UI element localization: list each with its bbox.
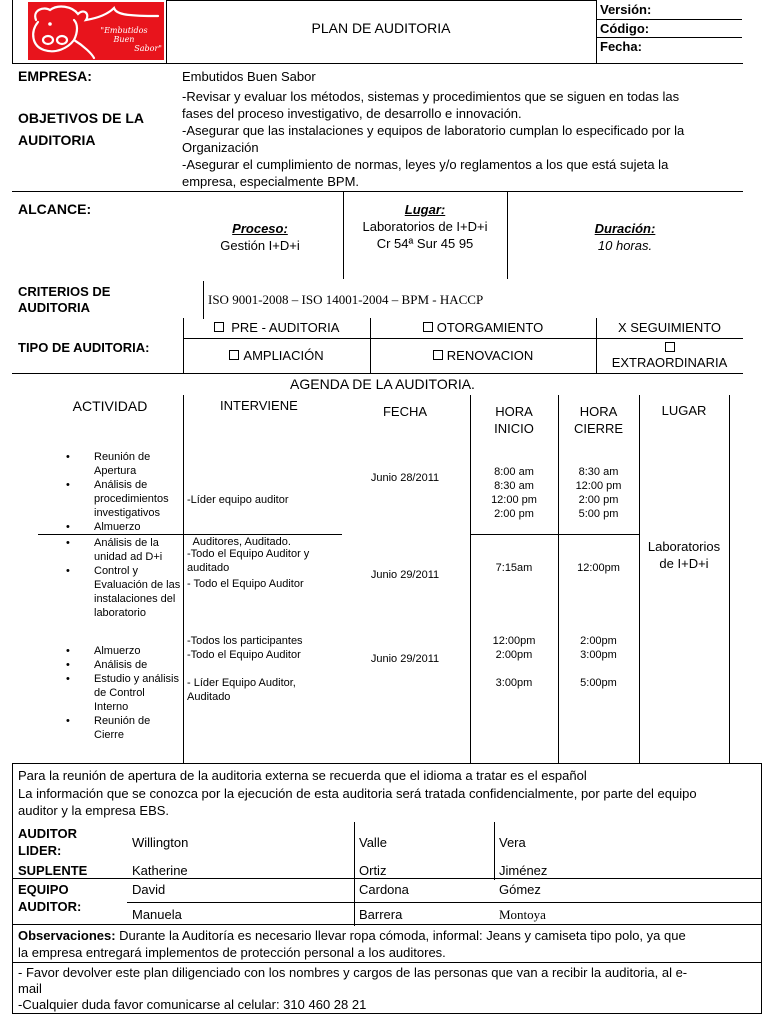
interviene-line: Auditado [187, 691, 231, 703]
objetivos-label-line: OBJETIVOS DE LA [18, 110, 145, 126]
suplente-apellido2: Jiménez [499, 863, 548, 878]
hora-value: 2:00 pm [494, 508, 534, 520]
col-header-line: CIERRE [573, 421, 624, 436]
equipo-auditor-label [18, 881, 81, 915]
logo-text-line: Buen [113, 35, 135, 44]
interviene-line: -Todo el Equipo Auditor y [187, 548, 310, 560]
divider [12, 373, 743, 374]
label-line: LIDER: [18, 843, 62, 858]
objetivo-line: Organización [182, 140, 259, 155]
col-header-line: INICIO [494, 421, 534, 436]
label-line: AUDITOR [18, 826, 77, 841]
footer-line: - Favor devolver este plan diligenciado con los nombres y cargos de las personas que van a recibir la auditoria, al e- [18, 965, 688, 980]
option-pre-auditoria[interactable] [183, 320, 370, 335]
col-fecha: FECHA [382, 404, 428, 419]
option-label: AMPLIACIÓN [243, 348, 324, 363]
criterios-label-line: AUDITORIA [18, 300, 90, 315]
hora-value: 2:00 pm [578, 494, 619, 506]
label-line: AUDITOR: [18, 899, 82, 914]
checked-mark-icon: X [617, 320, 627, 335]
hora-value: 2:00pm [580, 635, 617, 647]
interviene-cell [187, 634, 303, 704]
duracion-title: Duración: [594, 221, 656, 236]
interviene-cell [187, 465, 304, 619]
objetivo-line: empresa, especialmente BPM. [182, 174, 360, 189]
member-nombre: David [132, 882, 166, 897]
criterios-label-line: CRITERIOS DE [18, 284, 111, 299]
criterios-label [18, 284, 110, 316]
col-hora-cierre [558, 403, 639, 437]
observaciones-text: Durante la Auditoría es necesario llevar ropa cómoda, informal: Jeans y camiseta tipo polo, ya que [115, 928, 686, 943]
observaciones-label: Observaciones: [18, 928, 116, 943]
hora-value: 8:30 am [494, 480, 534, 492]
col-hora-inicio [470, 403, 558, 437]
option-ampliacion[interactable] [183, 348, 370, 363]
divider [729, 395, 730, 763]
suplente-apellido1: Ortiz [359, 863, 387, 878]
hora-inicio-cell [470, 634, 558, 690]
hora-cierre-cell [558, 634, 639, 690]
nota-line: Para la reunión de apertura de la auditoria externa se recuerda que el idioma a tratar es el español [18, 768, 587, 783]
interviene-line [187, 662, 303, 676]
divider [12, 962, 762, 963]
label-line: EQUIPO [18, 882, 69, 897]
objetivo-line: -Revisar y evaluar los métodos, sistemas y procedimientos que se siguen en todas las [182, 89, 680, 104]
divider [183, 395, 184, 763]
actividades-list [66, 644, 181, 742]
logo-text [86, 26, 162, 53]
hora-value: 3:00pm [495, 677, 533, 689]
fecha-label: Fecha: [600, 39, 642, 54]
option-label: RENOVACION [446, 348, 534, 363]
checkbox-icon [433, 350, 443, 360]
actividad-item: • Almuerzo [66, 644, 181, 658]
interviene-line: -Líder equipo auditor [187, 494, 289, 506]
actividad-item: • Análisis de procedimientos investigativos [66, 478, 181, 520]
option-label: OTORGAMIENTO [436, 320, 544, 335]
hora-value: 12:00 pm [575, 480, 622, 492]
footer-line: -Cualquier duda favor comunicarse al celular: 310 460 28 21 [18, 997, 367, 1012]
actividades-list [66, 536, 181, 620]
divider [127, 902, 762, 903]
company-logo [28, 2, 164, 60]
option-label: EXTRAORDINARIA [611, 355, 728, 370]
member-apellido2: Gómez [499, 882, 541, 897]
interviene-line: Auditores, Auditado. [187, 536, 291, 548]
col-lugar: LUGAR [661, 403, 707, 418]
divider [596, 0, 597, 63]
divider [183, 338, 743, 339]
duracion-cell [507, 220, 743, 254]
option-seguimiento[interactable] [596, 320, 743, 335]
col-actividad: ACTIVIDAD [72, 398, 148, 414]
hora-value: 12:00pm [492, 635, 536, 647]
hora-value: 5:00 pm [578, 508, 619, 520]
actividad-item: • Control y Evaluación de las instalaciones del laboratorio [66, 564, 181, 620]
interviene-line: - Líder Equipo Auditor, [187, 677, 296, 689]
codigo-label: Código: [600, 21, 650, 36]
criterios-value: ISO 9001-2008 – ISO 14001-2004 – BPM - HACCP [208, 292, 484, 307]
objetivo-line: -Asegurar el cumplimiento de normas, leyes y/o reglamentos a los que está sujeta la [182, 157, 669, 172]
divider [166, 0, 596, 1]
hora-value: 8:30 am [578, 466, 619, 478]
observaciones-line: la empresa entregará implementos de protección personal a los auditores. [18, 945, 446, 960]
footer-line: mail [18, 981, 42, 996]
divider [558, 395, 559, 763]
interviene-line: -Todos los participantes [187, 635, 303, 647]
suplente-label: SUPLENTE [18, 863, 88, 878]
alcance-label: ALCANCE: [18, 201, 92, 217]
objetivo-line: -Asegurar que las instalaciones y equipos de laboratorio cumplan lo especificado por la [182, 123, 685, 138]
hora-value [470, 662, 558, 676]
lugar-line: Laboratorios de I+D+i [362, 219, 488, 234]
member-apellido1: Barrera [359, 907, 403, 922]
divider [639, 395, 640, 763]
divider [12, 63, 743, 64]
nota-line: La información que se conozca por la ejecución de esta auditoria será tratada confidencialmente, por parte del equipo [18, 786, 697, 801]
col-header-line: HORA [495, 404, 533, 419]
objetivos-text [182, 88, 752, 190]
hora-value: 5:00pm [580, 677, 617, 689]
divider [12, 0, 13, 63]
auditor-lider-label [18, 825, 77, 859]
fecha-cell: Junio 29/2011 [370, 569, 440, 581]
lugar-cell [639, 538, 729, 572]
divider [12, 924, 762, 925]
interviene-line: auditado [187, 562, 230, 574]
page-title: PLAN DE AUDITORIA [311, 20, 451, 36]
actividad-item: • Reunión de Apertura [66, 450, 181, 478]
suplente-nombre: Katherine [132, 863, 188, 878]
lugar-title: Lugar: [404, 202, 446, 217]
hora-cierre-cell [558, 465, 639, 521]
actividad-item: • Estudio y análisis de Control Interno [66, 672, 181, 714]
objetivo-line: fases del proceso investigativo, de desarrollo e innovación. [182, 106, 522, 121]
empresa-value: Embutidos Buen Sabor [182, 69, 316, 84]
checkbox-icon [229, 350, 239, 360]
objetivos-label-line: AUDITORIA [18, 132, 96, 148]
lugar-line: Laboratorios [647, 539, 721, 554]
member-nombre: Manuela [132, 907, 182, 922]
divider [12, 191, 743, 192]
option-renovacion[interactable] [370, 348, 596, 363]
actividad-item: • Reunión de Cierre [66, 714, 181, 742]
divider [494, 822, 495, 880]
tipo-label: TIPO DE AUDITORIA: [18, 340, 150, 355]
auditor-lider-apellido1: Valle [359, 835, 387, 850]
actividad-item: • Almuerzo [66, 520, 181, 534]
interviene-line: -Todo el Equipo Auditor [187, 649, 301, 661]
option-label: PRE - AUDITORIA [231, 320, 340, 335]
logo-text-line: Sabor" [134, 44, 162, 53]
observaciones-line [18, 927, 686, 944]
lugar-line: de I+D+i [659, 556, 709, 571]
member-apellido2: Montoya [499, 907, 546, 922]
proceso-title: Proceso: [232, 221, 288, 236]
hora-value: 2:00pm [495, 649, 533, 661]
hora-value: 3:00pm [580, 649, 617, 661]
lugar-line: Cr 54ª Sur 45 95 [376, 236, 474, 251]
checkbox-icon [665, 342, 675, 352]
hora-inicio-cell [470, 465, 558, 521]
divider [354, 822, 355, 926]
col-header-line: HORA [579, 404, 618, 419]
fecha-cell: Junio 29/2011 [370, 653, 440, 665]
option-label: SEGUIMIENTO [630, 320, 722, 335]
actividad-item: • Análisis de [66, 658, 181, 672]
option-otorgamiento[interactable] [370, 320, 596, 335]
checkbox-icon [214, 322, 224, 332]
divider [470, 395, 471, 763]
lugar-cell [343, 201, 507, 252]
hora-value: 12:00 pm [491, 494, 537, 506]
objetivos-label [18, 110, 144, 149]
auditor-lider-nombre: Willington [132, 835, 189, 850]
actividad-item: • Análisis de la unidad ad D+i [66, 536, 181, 564]
divider [203, 281, 204, 319]
divider [12, 878, 762, 879]
version-label: Versión: [600, 2, 652, 17]
duracion-value: 10 horas. [597, 238, 653, 253]
interviene-cell [187, 547, 309, 575]
col-interviene: INTERVIENE [220, 398, 298, 413]
member-apellido1: Cardona [359, 882, 409, 897]
nota-line: auditor y la empresa EBS. [18, 803, 170, 818]
empresa-label: EMPRESA: [18, 68, 92, 84]
auditor-lider-apellido2: Vera [499, 835, 526, 850]
hora-inicio-cell: 7:15am [495, 562, 533, 574]
interviene-line: - Todo el Equipo Auditor [187, 578, 304, 590]
agenda-title: AGENDA DE LA AUDITORIA. [290, 376, 475, 392]
checkbox-icon [423, 322, 433, 332]
actividades-list [66, 450, 181, 534]
proceso-value: Gestión I+D+i [220, 238, 300, 253]
hora-value: 8:00 am [494, 466, 534, 478]
hora-cierre-cell: 12:00pm [577, 562, 620, 574]
hora-value [558, 662, 639, 676]
divider [470, 534, 639, 535]
proceso-cell [180, 220, 340, 254]
logo-text-line: "Embutidos [100, 26, 148, 35]
option-extraordinaria[interactable] [596, 340, 743, 370]
fecha-cell: Junio 28/2011 [370, 472, 440, 484]
